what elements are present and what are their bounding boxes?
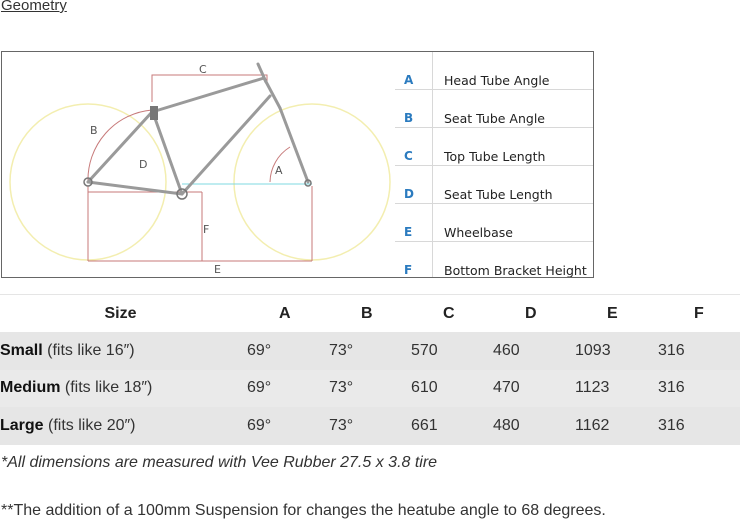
- legend-row: [395, 52, 593, 90]
- column-header-e: E: [575, 295, 658, 333]
- size-cell: [0, 407, 247, 445]
- legend-row: [395, 90, 593, 128]
- suspension-note: **The addition of a 100mm Suspension for changes the heatube angle to 68 degrees.: [1, 502, 606, 519]
- cell-c: 570: [411, 341, 438, 359]
- size-name: Large: [0, 416, 44, 434]
- size-name: Small: [0, 341, 43, 359]
- legend-row: [395, 242, 593, 278]
- column-header-size: Size: [0, 295, 247, 333]
- legend-letter: B: [404, 111, 414, 125]
- legend-label: Wheelbase: [444, 225, 513, 240]
- size-fit: (fits like 20″): [43, 416, 136, 434]
- cell-c: 610: [411, 379, 438, 397]
- legend-letter: F: [404, 263, 413, 277]
- column-header-f: F: [658, 295, 740, 333]
- legend-row: [395, 204, 593, 242]
- size-cell: [0, 332, 247, 370]
- legend-letter: A: [404, 73, 414, 87]
- cell-a: 69°: [247, 379, 272, 397]
- cell-b: 73°: [329, 341, 354, 359]
- geometry-diagram: [1, 51, 594, 278]
- cell-b: 73°: [329, 379, 354, 397]
- cell-a: 69°: [247, 416, 272, 434]
- cell-f: 316: [658, 416, 685, 434]
- table-row: [0, 407, 740, 445]
- size-name: Medium: [0, 379, 61, 397]
- tire-note: *All dimensions are measured with Vee Rubber 27.5 x 3.8 tire: [1, 454, 438, 471]
- cell-d: 460: [493, 341, 520, 359]
- diagram-label-e: E: [214, 263, 221, 276]
- legend-label: Head Tube Angle: [444, 73, 550, 88]
- diagram-label-c: C: [199, 63, 207, 76]
- cell-e: 1123: [575, 379, 610, 397]
- table-header-row: [0, 295, 740, 333]
- diagram-label-d: D: [139, 158, 148, 171]
- diagram-legend: [395, 52, 594, 278]
- legend-label: Top Tube Length: [444, 149, 546, 164]
- cell-e: 1162: [575, 416, 610, 434]
- cell-f: 316: [658, 379, 685, 397]
- cell-f: 316: [658, 341, 685, 359]
- legend-label: Seat Tube Angle: [444, 111, 545, 126]
- cell-b: 73°: [329, 416, 354, 434]
- column-header-d: D: [493, 295, 575, 333]
- size-cell: [0, 370, 247, 408]
- geometry-heading-link[interactable]: Geometry: [1, 0, 67, 14]
- seat-clamp: [150, 106, 158, 120]
- legend-row: [395, 128, 593, 166]
- legend-letter: C: [404, 149, 413, 163]
- cell-d: 480: [493, 416, 520, 434]
- legend-letter: E: [404, 225, 413, 239]
- cell-d: 470: [493, 379, 520, 397]
- legend-row: [395, 166, 593, 204]
- cell-a: 69°: [247, 341, 272, 359]
- diagram-label-b: B: [90, 124, 98, 137]
- diagram-label-f: F: [203, 223, 210, 236]
- geometry-table: [0, 294, 740, 445]
- legend-letter: D: [404, 187, 414, 201]
- legend-label: Bottom Bracket Height: [444, 263, 587, 278]
- size-fit: (fits like 18″): [60, 379, 153, 397]
- table-row: [0, 332, 740, 370]
- table-row: [0, 370, 740, 408]
- cell-c: 661: [411, 416, 438, 434]
- column-header-b: B: [329, 295, 411, 333]
- diagram-label-a: A: [275, 164, 283, 177]
- size-fit: (fits like 16″): [42, 341, 135, 359]
- legend-label: Seat Tube Length: [444, 187, 553, 202]
- column-header-a: A: [247, 295, 329, 333]
- cell-e: 1093: [575, 341, 611, 359]
- column-header-c: C: [411, 295, 493, 333]
